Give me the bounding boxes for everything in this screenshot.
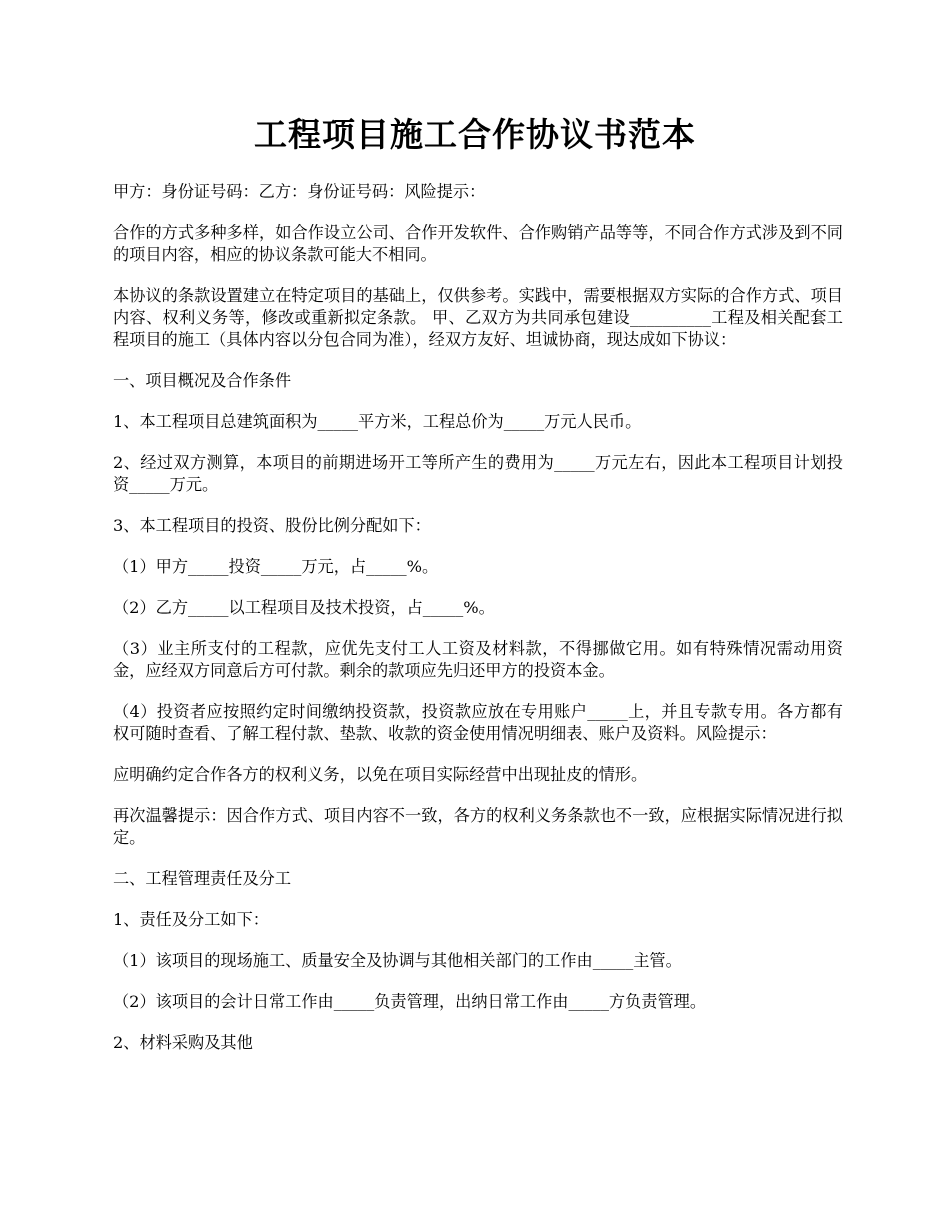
section-heading-project-overview: 一、项目概况及合作条件 — [113, 371, 292, 390]
sub-clause-payment-priority: （3）业主所支付的工程款，应优先支付工人工资及材料款，不得挪做它用。如有特殊情况需动用资金，应经双方同意后方可付款。剩余的款项应先归还甲方的投资本金。 — [113, 639, 843, 680]
document-title: 工程项目施工合作协议书范本 — [254, 115, 696, 154]
risk-note-rights-obligations: 应明确约定合作各方的权利义务，以免在项目实际经营中出现扯皮的情形。 — [113, 765, 648, 784]
clause-2-cost-estimate: 2、经过双方测算，本项目的前期进场开工等所产生的费用为_____万元左右，因此本工程项目计划投资_____万元。 — [113, 453, 843, 494]
agreement-preamble-paragraph: 本协议的条款设置建立在特定项目的基础上，仅供参考。实践中，需要根据双方实际的合作方式、项目内容、权利义务等，修改或重新拟定条款。 甲、乙双方为共同承包建设__________工程及相关配套工程项目的施工（具体内容以分包合同为准），经双方友好、坦诚协商，现达成如下协议： — [113, 286, 843, 349]
cooperation-methods-paragraph: 合作的方式多种多样，如合作设立公司、合作开发软件、合作购销产品等等，不同合作方式涉及到不同的项目内容，相应的协议条款可能大不相同。 — [113, 223, 843, 264]
section-heading-management: 二、工程管理责任及分工 — [113, 869, 292, 888]
reminder-note: 再次温馨提示：因合作方式、项目内容不一致，各方的权利义务条款也不一致，应根据实际情况进行拟定。 — [113, 806, 843, 847]
sub-clause-party-a-investment: （1）甲方_____投资_____万元，占_____%。 — [113, 557, 439, 576]
sub-clause-site-construction: （1）该项目的现场施工、质量安全及协调与其他相关部门的工作由_____主管。 — [113, 951, 682, 970]
clause-1-building-area: 1、本工程项目总建筑面积为_____平方米，工程总价为_____万元人民币。 — [113, 412, 642, 431]
clause-responsibility-division: 1、责任及分工如下： — [113, 910, 269, 929]
sub-clause-investment-account: （4）投资者应按照约定时间缴纳投资款，投资款应放在专用账户_____上，并且专款专用。各方都有权可随时查看、了解工程付款、垫款、收款的资金使用情况明细表、账户及资料。风险提示： — [113, 702, 843, 743]
clause-material-procurement: 2、材料采购及其他 — [113, 1033, 253, 1052]
party-info-line: 甲方：身份证号码：乙方：身份证号码：风险提示： — [113, 182, 486, 201]
sub-clause-accounting: （2）该项目的会计日常工作由_____负责管理，出纳日常工作由_____方负责管理。 — [113, 992, 707, 1011]
sub-clause-party-b-investment: （2）乙方_____以工程项目及技术投资，占_____%。 — [113, 598, 495, 617]
clause-3-investment-ratio: 3、本工程项目的投资、股份比例分配如下： — [113, 516, 431, 535]
document-body — [113, 181, 843, 1073]
